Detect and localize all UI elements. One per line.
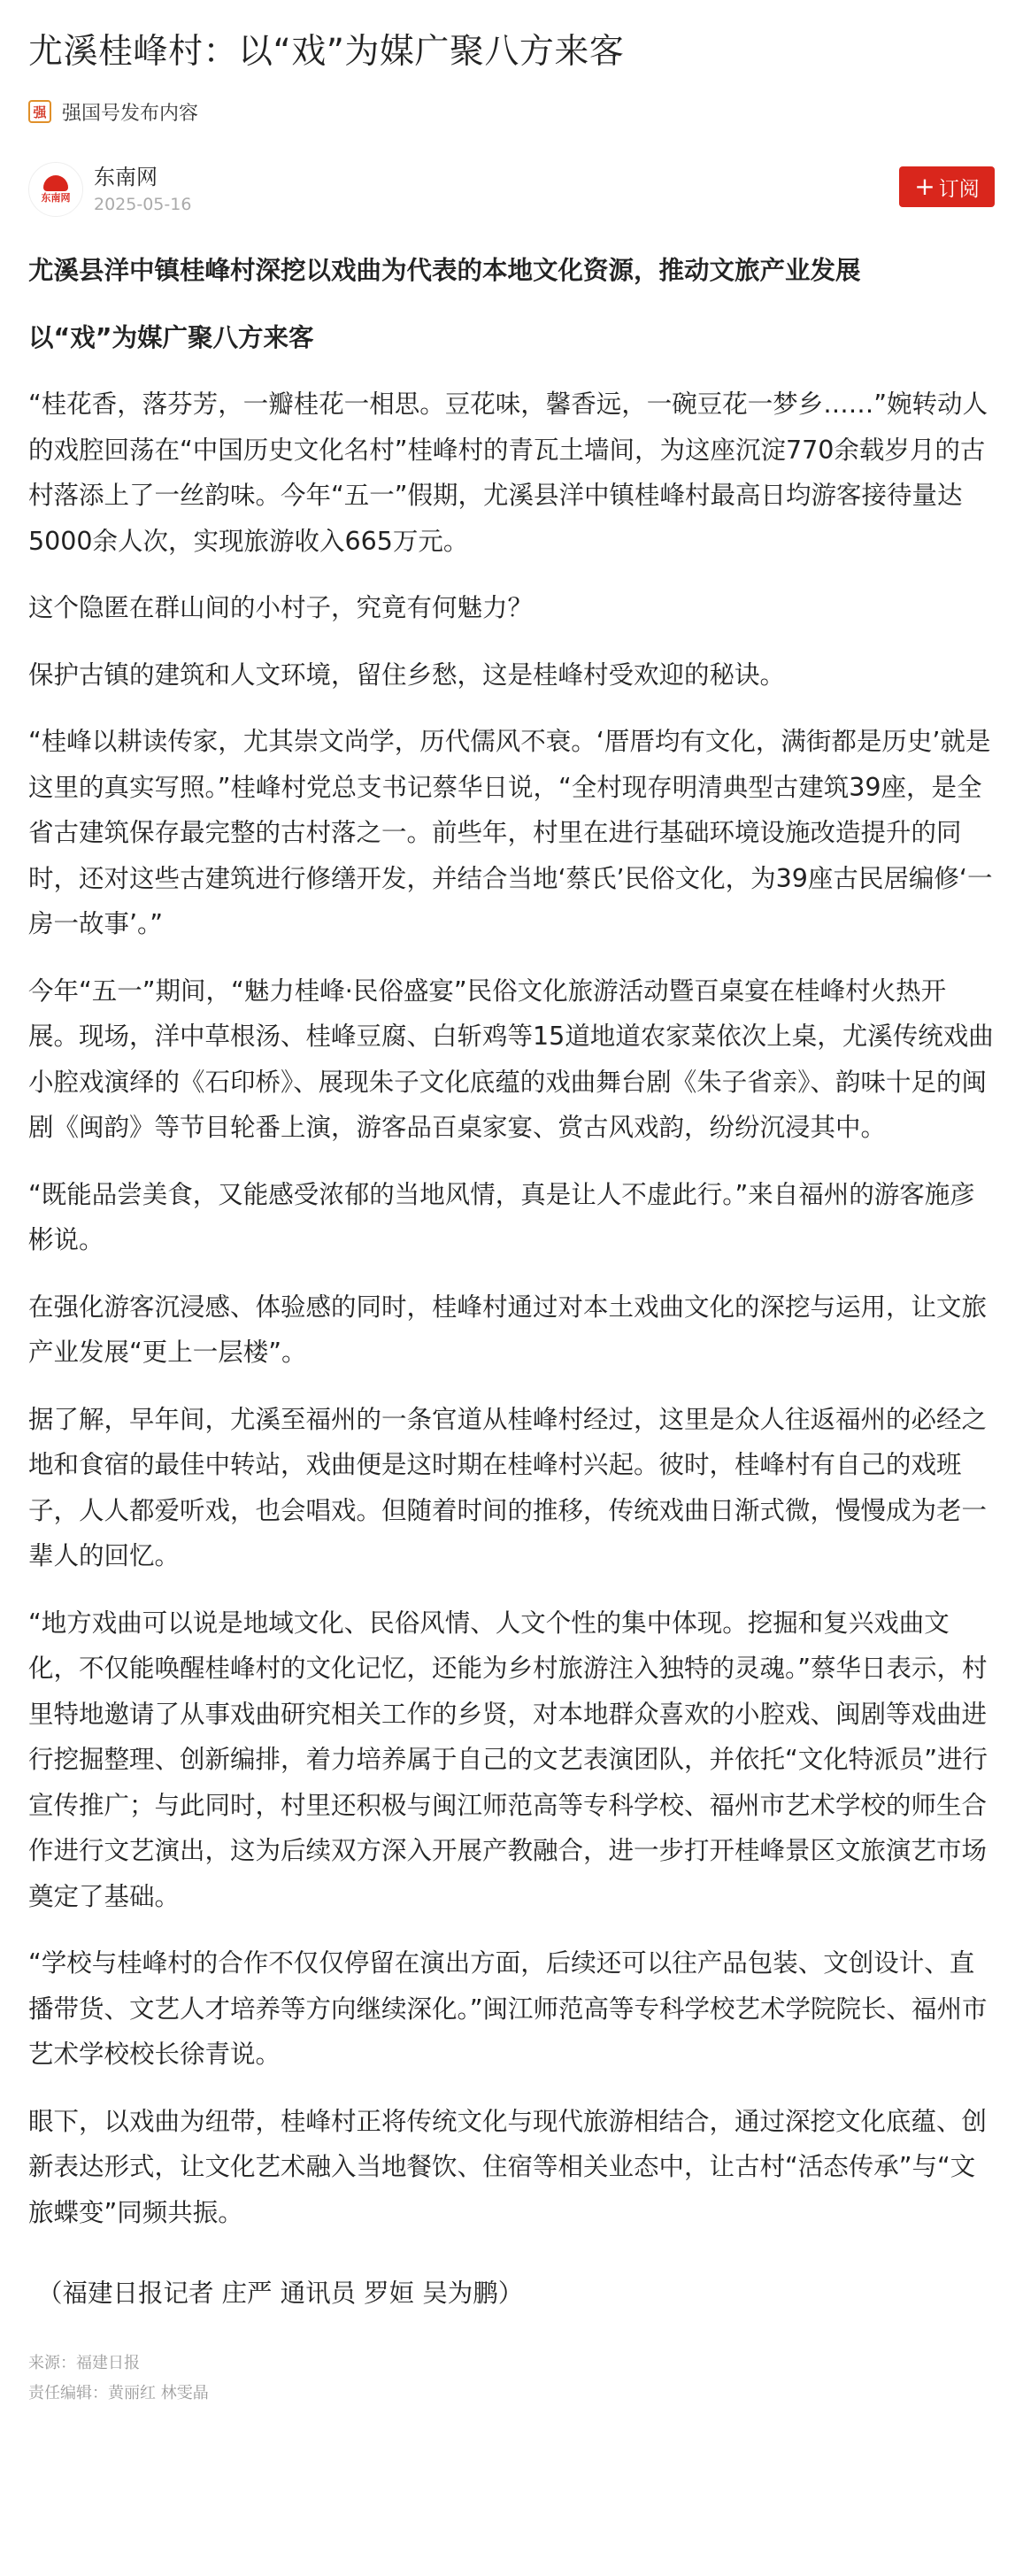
avatar-text: 东南网: [41, 192, 71, 204]
article-subtitle: 以“戏”为媒广聚八方来客: [28, 322, 314, 352]
page-title: 尤溪桂峰村：以“戏”为媒广聚八方来客: [28, 32, 625, 72]
source-label: 强国号发布内容: [62, 102, 199, 125]
paragraph: “桂峰以耕读传家，尤其崇文尚学，历代儒风不衰。‘厝厝均有文化，满街都是历史’就是这里的真实写照。”桂峰村党总支书记蔡华日说，“全村现存明清典型古建筑39座，是全省古建筑保存最完整的古村落之一。前些年，村里在进行基础环境设施改造提升的同时，还对这些古建筑进行修缮开发，并结合当地‘蔡氏’民俗文化，为39座古民居编修‘一房一故事’。”: [28, 727, 993, 938]
dongnanwang-logo-icon: [43, 175, 68, 191]
paragraph: 这个隐匿在群山间的小村子，究竟有何魅力？: [28, 593, 534, 622]
paragraph: 据了解，早年间，尤溪至福州的一条官道从桂峰村经过，这里是众人往返福州的必经之地和食宿的最佳中转站，戏曲便是这时期在桂峰村兴起。彼时，桂峰村有自己的戏班子，人人都爱听戏，也会唱戏。但随着时间的推移，传统戏曲日渐式微，慢慢成为老一辈人的回忆。: [28, 1404, 988, 1570]
paragraph: “学校与桂峰村的合作不仅仅停留在演出方面，后续还可以往产品包装、文创设计、直播带货、文艺人才培养等方向继续深化。”闽江师范高等专科学校艺术学院院长、福州市艺术学校校长徐青说。: [28, 1948, 988, 2069]
paragraph: 保护古镇的建筑和人文环境，留住乡愁，这是桂峰村受欢迎的秘诀。: [28, 659, 786, 690]
paragraph: “地方戏曲可以说是地域文化、民俗风情、人文个性的集中体现。挖掘和复兴戏曲文化，不仅能唤醒桂峰村的文化记忆，还能为乡村旅游注入独特的灵魂。”蔡华日表示，村里特地邀请了从事戏曲研究相关工作的乡贤，对本地群众喜欢的小腔戏、闽剧等戏曲进行挖掘整理、创新编排，着力培养属于自己的文艺表演团队，并依托“文化特派员”进行宣传推广；与此同时，村里还积极与闽江师范高等专科学校、福州市艺术学校的师生合作进行文艺演出，这为后续双方深入开展产教融合，进一步打开桂峰景区文旅演艺市场奠定了基础。: [28, 1608, 988, 1911]
source-credit: 来源：福建日报: [28, 2353, 140, 2372]
author-info: [94, 162, 191, 217]
editor-credit: 责任编辑：黄丽红 林雯晶: [28, 2383, 209, 2402]
reporter-credit: （福建日报记者 庄严 通讯员 罗姮 吴为鹏）: [37, 2279, 524, 2308]
subscribe-button[interactable]: [899, 166, 995, 207]
author-row: [28, 158, 995, 221]
article-lead: 尤溪县洋中镇桂峰村深挖以戏曲为代表的本地文化资源，推动文旅产业发展: [28, 256, 861, 285]
qiangguo-icon: 强: [28, 100, 51, 123]
plus-icon: +: [914, 172, 935, 201]
author-name[interactable]: 东南网: [94, 165, 158, 189]
avatar[interactable]: [28, 162, 83, 217]
publish-date: 2025-05-16: [94, 195, 192, 214]
subscribe-label: 订阅: [938, 177, 980, 201]
paragraph: “既能品尝美食，又能感受浓郁的当地风情，真是让人不虚此行。”来自福州的游客施彦彬说。: [28, 1179, 975, 1254]
article-body: [28, 248, 995, 2317]
source-line: [28, 96, 995, 127]
paragraph: 在强化游客沉浸感、体验感的同时，桂峰村通过对本土戏曲文化的深挖与运用，让文旅产业发展“更上一层楼”。: [28, 1292, 988, 1367]
paragraph: “桂花香，落芬芳，一瓣桂花一相思。豆花味，馨香远，一碗豆花一梦乡……”婉转动人的戏腔回荡在“中国历史文化名村”桂峰村的青瓦土墙间，为这座沉淀770余载岁月的古村落添上了一丝韵味。今年“五一”假期，尤溪县洋中镇桂峰村最高日均游客接待量达5000余人次，实现旅游收入665万元。: [28, 389, 988, 556]
paragraph: 眼下，以戏曲为纽带，桂峰村正将传统文化与现代旅游相结合，通过深挖文化底蕴、创新表达形式，让文化艺术融入当地餐饮、住宿等相关业态中，让古村“活态传承”与“文旅蝶变”同频共振。: [28, 2106, 988, 2227]
article-meta: [28, 2348, 995, 2409]
paragraph: 今年“五一”期间，“魅力桂峰·民俗盛宴”民俗文化旅游活动暨百桌宴在桂峰村火热开展。现场，洋中草根汤、桂峰豆腐、白斩鸡等15道地道农家菜依次上桌，尤溪传统戏曲小腔戏演绎的《石印桥》、展现朱子文化底蕴的戏曲舞台剧《朱子省亲》、韵味十足的闽剧《闽韵》等节目轮番上演，游客品百桌家宴、赏古风戏韵，纷纷沉浸其中。: [28, 976, 994, 1142]
